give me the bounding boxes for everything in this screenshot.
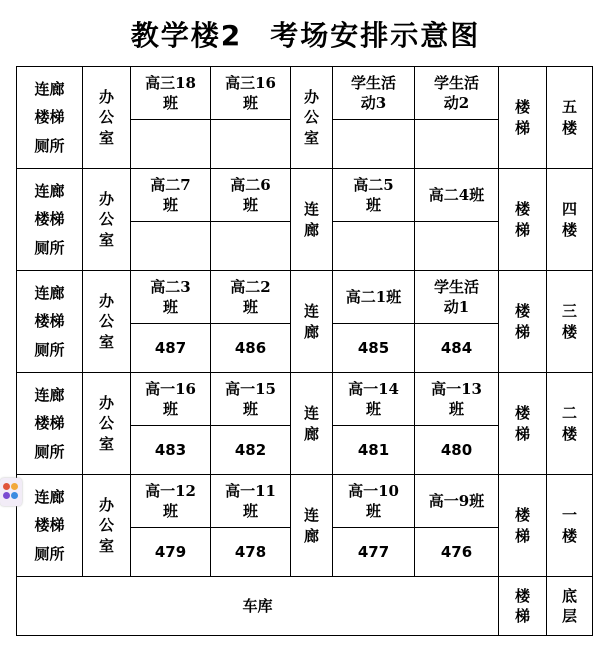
floor-name-line: 一 — [561, 506, 577, 525]
exam-room-number — [415, 222, 499, 271]
facility-label-line: 楼梯 — [34, 312, 65, 331]
exam-room-number: 478 — [211, 528, 291, 577]
corridor-stairs-toilet-cell — [17, 475, 83, 577]
corridor-stairs-toilet-cell — [17, 373, 83, 475]
stairs-cell — [499, 373, 547, 475]
facility-label-line: 连廊 — [34, 487, 65, 506]
corridor-label-line: 连 — [303, 404, 319, 423]
floor-name-line: 二 — [561, 404, 577, 423]
exam-room-number — [333, 120, 415, 169]
facility-label-line: 连廊 — [34, 385, 65, 404]
exam-room-number — [415, 120, 499, 169]
floor-name-line: 楼 — [561, 118, 577, 137]
stairs-label-line: 楼 — [514, 586, 530, 605]
stairs-label-line: 楼 — [514, 506, 530, 525]
stairs-label-line: 梯 — [514, 607, 530, 625]
stairs-label-line: 楼 — [514, 98, 530, 117]
exam-room-number — [211, 120, 291, 169]
classroom-line: 高一13 — [431, 379, 482, 398]
basement-label-line: 底 — [561, 586, 577, 605]
classroom-name — [333, 475, 415, 528]
classroom-line: 高二4班 — [428, 185, 485, 204]
classroom-name — [131, 271, 211, 324]
office-label-line: 公 — [98, 312, 114, 331]
office-label-line: 室 — [98, 230, 114, 249]
facility-label-line: 厕所 — [34, 442, 65, 461]
classroom-name — [333, 67, 415, 120]
floor-name-cell — [547, 373, 593, 475]
garage-label: 车库 — [242, 596, 273, 615]
classroom-line: 班 — [242, 400, 258, 418]
classroom-line: 学生活 — [433, 73, 479, 92]
stairs-label-line: 梯 — [514, 322, 530, 341]
corridor-stairs-toilet-cell — [17, 271, 83, 373]
facility-label-line: 连廊 — [34, 79, 65, 98]
floor-name-line: 四 — [561, 200, 577, 219]
classroom-name — [415, 373, 499, 426]
stairs-label-line: 梯 — [514, 118, 530, 137]
corridor-cell — [291, 271, 333, 373]
office-label-line: 室 — [98, 434, 114, 453]
classroom-line: 高二1班 — [345, 287, 402, 306]
classroom-name — [415, 169, 499, 222]
office-label-line: 公 — [98, 414, 114, 433]
classroom-name — [415, 271, 499, 324]
office-cell — [83, 271, 131, 373]
office-label-line: 办 — [98, 190, 114, 209]
title-building: 教学楼2 — [130, 19, 243, 52]
floor-name-cell — [547, 475, 593, 577]
facility-label-line: 楼梯 — [34, 210, 65, 229]
classroom-name — [211, 271, 291, 324]
floor-plan-table — [16, 66, 593, 636]
exam-room-number: 477 — [333, 528, 415, 577]
stairs-label-line: 楼 — [514, 200, 530, 219]
classroom-line: 高二2 — [230, 277, 271, 296]
office-label-line: 公 — [303, 108, 319, 127]
floating-app-icon[interactable] — [0, 478, 22, 506]
stairs-cell — [499, 271, 547, 373]
stairs-label-line: 楼 — [514, 302, 530, 321]
corridor-cell — [291, 169, 333, 271]
facility-label-line: 楼梯 — [34, 516, 65, 535]
classroom-line: 班 — [162, 94, 178, 112]
classroom-name — [131, 373, 211, 426]
classroom-name — [211, 169, 291, 222]
classroom-name — [131, 475, 211, 528]
classroom-line: 高三16 — [225, 73, 276, 92]
corridor-stairs-toilet-cell — [17, 169, 83, 271]
office-cell — [83, 475, 131, 577]
floor-name-line: 楼 — [561, 220, 577, 239]
exam-room-number: 483 — [131, 426, 211, 475]
classroom-line: 高一16 — [145, 379, 196, 398]
classroom-line: 班 — [365, 196, 381, 214]
classroom-line: 高三18 — [145, 73, 196, 92]
office-label-line: 室 — [98, 332, 114, 351]
office-cell — [83, 169, 131, 271]
title-subject: 考场安排示意图 — [270, 19, 481, 52]
facility-label-line: 厕所 — [34, 340, 65, 359]
classroom-line: 高二6 — [230, 175, 271, 194]
exam-room-number: 486 — [211, 324, 291, 373]
classroom-name — [211, 373, 291, 426]
office-cell — [83, 67, 131, 169]
classroom-line: 高二5 — [353, 175, 394, 194]
office-label-line: 办 — [303, 88, 319, 107]
exam-room-number: 484 — [415, 324, 499, 373]
corridor-label-line: 连 — [303, 506, 319, 525]
classroom-line: 高二3 — [150, 277, 191, 296]
garage-cell — [17, 577, 499, 636]
classroom-line: 班 — [242, 196, 258, 214]
classroom-line: 高一14 — [348, 379, 399, 398]
classroom-line: 班 — [162, 400, 178, 418]
classroom-line: 高一9班 — [428, 491, 485, 510]
stairs-cell — [499, 577, 547, 636]
floor-name-cell — [547, 169, 593, 271]
classroom-line: 学生活 — [350, 73, 396, 92]
basement-cell — [547, 577, 593, 636]
classroom-name — [415, 475, 499, 528]
corridor-label-line: 廊 — [303, 424, 319, 443]
classroom-line: 高一15 — [225, 379, 276, 398]
floor-name-line: 五 — [561, 98, 577, 117]
stairs-label-line: 梯 — [514, 526, 530, 545]
classroom-line: 动2 — [443, 94, 470, 112]
exam-room-number — [131, 222, 211, 271]
stairs-label-line: 梯 — [514, 220, 530, 239]
office-label-line: 公 — [98, 108, 114, 127]
corridor-label-line: 廊 — [303, 526, 319, 545]
stairs-label-line: 梯 — [514, 424, 530, 443]
classroom-line: 班 — [365, 400, 381, 418]
facility-label-line: 楼梯 — [34, 414, 65, 433]
classroom-name — [131, 67, 211, 120]
office-label-line: 室 — [98, 536, 114, 555]
corridor-label-line: 廊 — [303, 220, 319, 239]
office-label-line: 办 — [98, 292, 114, 311]
classroom-line: 班 — [242, 502, 258, 520]
office-label-line: 办 — [98, 394, 114, 413]
corridor-cell — [291, 373, 333, 475]
exam-room-number: 487 — [131, 324, 211, 373]
exam-room-number: 485 — [333, 324, 415, 373]
facility-label-line: 连廊 — [34, 283, 65, 302]
exam-room-number: 481 — [333, 426, 415, 475]
corridor-label-line: 连 — [303, 302, 319, 321]
facility-label-line: 厕所 — [34, 544, 65, 563]
classroom-name — [211, 67, 291, 120]
classroom-line: 高二7 — [150, 175, 191, 194]
office-label-line: 办 — [98, 496, 114, 515]
page-title — [0, 14, 611, 54]
classroom-line: 班 — [365, 502, 381, 520]
classroom-line: 高一11 — [225, 481, 276, 500]
corridor-label-line: 连 — [303, 200, 319, 219]
classroom-name — [333, 169, 415, 222]
classroom-name — [333, 373, 415, 426]
corridor-cell — [291, 475, 333, 577]
stairs-cell — [499, 169, 547, 271]
classroom-line: 高一10 — [348, 481, 399, 500]
classroom-name — [131, 169, 211, 222]
classroom-line: 动1 — [443, 298, 470, 316]
floor-name-line: 楼 — [561, 526, 577, 545]
stairs-label-line: 楼 — [514, 404, 530, 423]
exam-room-number: 480 — [415, 426, 499, 475]
classroom-name — [211, 475, 291, 528]
corridor-label-line: 廊 — [303, 322, 319, 341]
floor-name-line: 楼 — [561, 424, 577, 443]
classroom-line: 动3 — [360, 94, 387, 112]
facility-label-line: 厕所 — [34, 238, 65, 257]
classroom-line: 班 — [242, 298, 258, 316]
classroom-line: 班 — [162, 196, 178, 214]
stairs-cell — [499, 67, 547, 169]
corridor-stairs-toilet-cell — [17, 67, 83, 169]
floor-name-line: 三 — [561, 302, 577, 321]
exam-room-number — [131, 120, 211, 169]
exam-room-number: 476 — [415, 528, 499, 577]
classroom-line: 学生活 — [433, 277, 479, 296]
exam-room-number: 482 — [211, 426, 291, 475]
floor-name-cell — [547, 271, 593, 373]
office-cell — [291, 67, 333, 169]
classroom-line: 班 — [448, 400, 464, 418]
classroom-line: 班 — [242, 94, 258, 112]
exam-room-number: 479 — [131, 528, 211, 577]
office-cell — [83, 373, 131, 475]
floor-name-line: 楼 — [561, 322, 577, 341]
floor-name-cell — [547, 67, 593, 169]
classroom-name — [333, 271, 415, 324]
classroom-line: 班 — [162, 502, 178, 520]
facility-label-line: 厕所 — [34, 136, 65, 155]
exam-room-number — [211, 222, 291, 271]
office-label-line: 公 — [98, 210, 114, 229]
basement-label-line: 层 — [561, 607, 577, 625]
office-label-line: 室 — [98, 128, 114, 147]
facility-label-line: 楼梯 — [34, 108, 65, 127]
office-label-line: 公 — [98, 516, 114, 535]
stairs-cell — [499, 475, 547, 577]
classroom-line: 高一12 — [145, 481, 196, 500]
exam-room-number — [333, 222, 415, 271]
office-label-line: 办 — [98, 88, 114, 107]
facility-label-line: 连廊 — [34, 181, 65, 200]
office-label-line: 室 — [303, 128, 319, 147]
classroom-name — [415, 67, 499, 120]
classroom-line: 班 — [162, 298, 178, 316]
